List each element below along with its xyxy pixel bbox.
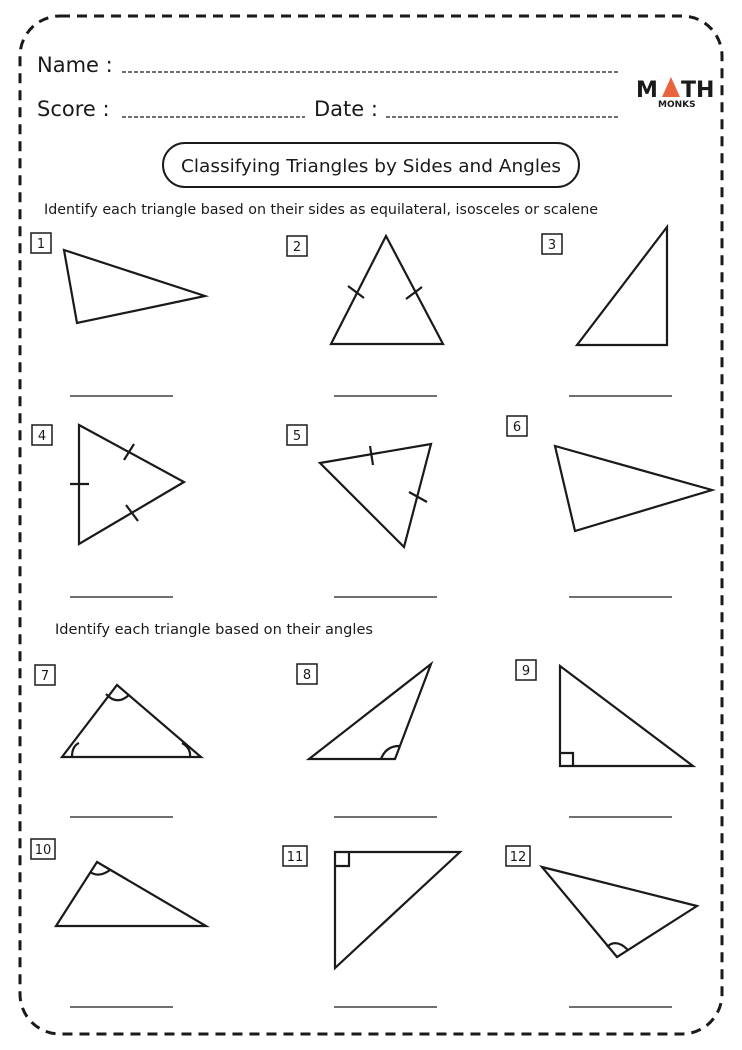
triangle-7 [62, 685, 201, 757]
tick-mark [370, 446, 373, 465]
problem-number-12 [506, 846, 530, 866]
svg-text:4: 4 [37, 429, 47, 444]
tick-mark [126, 505, 138, 521]
instruction-angles: Identify each triangle based on their angles [55, 622, 373, 638]
problem-number-9 [516, 660, 536, 680]
triangle-11 [335, 852, 460, 968]
logo-subtitle: MONKS [658, 100, 696, 110]
triangle-6 [555, 446, 712, 531]
triangle-2 [331, 236, 443, 344]
svg-text:6: 6 [512, 420, 522, 435]
problem-number-10 [31, 839, 55, 859]
svg-text:9: 9 [521, 664, 531, 679]
logo-word-left: M [636, 78, 658, 103]
problem-number-2 [287, 236, 307, 256]
problem-number-7 [35, 665, 55, 685]
problem-number-4 [32, 425, 52, 445]
logo-triangle-icon [662, 77, 680, 97]
problem-number-5 [287, 425, 307, 445]
score-label: Score : [37, 97, 110, 121]
svg-text:12: 12 [509, 850, 527, 865]
math-monks-logo [636, 77, 714, 110]
triangle-4 [79, 425, 184, 544]
problem-number-6 [507, 416, 527, 436]
problem-number-8 [297, 664, 317, 684]
right-angle-mark [560, 753, 573, 766]
svg-text:2: 2 [292, 240, 302, 255]
angle-arc [90, 870, 110, 875]
svg-text:11: 11 [286, 850, 304, 865]
triangle-9 [560, 666, 693, 766]
triangle-8 [309, 664, 431, 759]
date-label: Date : [314, 97, 378, 121]
triangle-3 [577, 227, 667, 345]
tick-mark [124, 444, 134, 460]
angle-arc [72, 743, 79, 757]
svg-text:1: 1 [36, 237, 46, 252]
svg-text:3: 3 [547, 238, 557, 253]
problem-number-1 [31, 233, 51, 253]
angle-arc [182, 743, 190, 757]
instruction-sides: Identify each triangle based on their sides as equilateral, isosceles or scalene [44, 202, 598, 218]
triangle-1 [64, 250, 205, 323]
name-label: Name : [37, 53, 113, 77]
right-angle-mark [335, 852, 349, 866]
svg-text:5: 5 [292, 429, 302, 444]
problem-number-3 [542, 234, 562, 254]
page-title: Classifying Triangles by Sides and Angles [181, 156, 561, 177]
svg-text:7: 7 [40, 669, 50, 684]
problem-number-11 [283, 846, 307, 866]
logo-word-right: TH [681, 78, 715, 103]
svg-text:10: 10 [34, 843, 52, 858]
triangle-10 [56, 862, 206, 926]
svg-text:8: 8 [302, 668, 312, 683]
